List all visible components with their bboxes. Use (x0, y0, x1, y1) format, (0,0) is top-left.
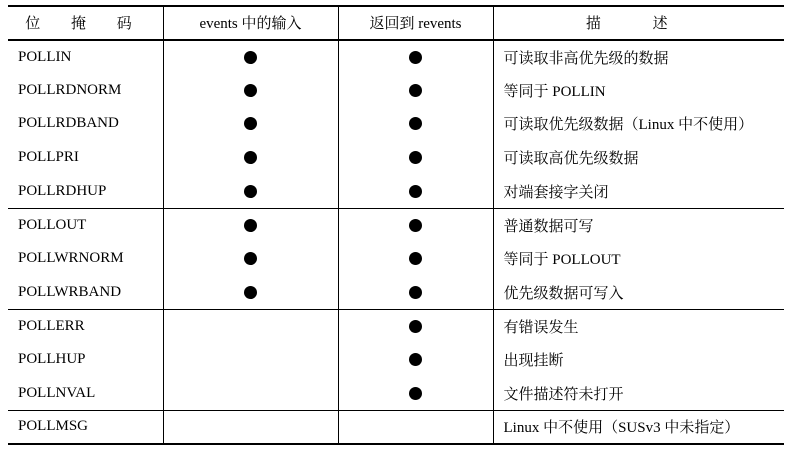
events-cell (163, 276, 338, 310)
events-cell (163, 410, 338, 444)
flag-name: POLLOUT (8, 208, 163, 242)
revents-cell (338, 208, 493, 242)
table-row (8, 141, 784, 175)
revents-cell (338, 40, 493, 74)
flag-description: 出现挂断 (493, 343, 784, 377)
flag-name: POLLRDNORM (8, 73, 163, 107)
events-cell (163, 107, 338, 141)
table-row (8, 208, 784, 242)
flag-description: 普通数据可写 (493, 208, 784, 242)
revents-cell (338, 309, 493, 343)
flag-name: POLLMSG (8, 410, 163, 444)
flag-name: POLLHUP (8, 343, 163, 377)
flag-description: 等同于 POLLOUT (493, 242, 784, 276)
bullet-icon (244, 84, 257, 97)
bullet-icon (409, 353, 422, 366)
table-header (8, 6, 784, 40)
flag-description: 文件描述符未打开 (493, 377, 784, 411)
revents-cell (338, 141, 493, 175)
header-description: 描 述 (493, 6, 784, 40)
revents-cell (338, 174, 493, 208)
table-row (8, 174, 784, 208)
flag-description: 对端套接字关闭 (493, 174, 784, 208)
bullet-icon (409, 219, 422, 232)
row-group (8, 410, 784, 444)
bullet-icon (244, 117, 257, 130)
revents-cell (338, 343, 493, 377)
bullet-icon (244, 151, 257, 164)
bullet-icon (409, 84, 422, 97)
events-cell (163, 377, 338, 411)
table-row (8, 276, 784, 310)
table-row (8, 309, 784, 343)
revents-cell (338, 276, 493, 310)
flag-description: 有错误发生 (493, 309, 784, 343)
header-events-input: events 中的输入 (163, 6, 338, 40)
bullet-icon (409, 151, 422, 164)
events-cell (163, 73, 338, 107)
events-cell (163, 141, 338, 175)
flag-description: 优先级数据可写入 (493, 276, 784, 310)
revents-cell (338, 242, 493, 276)
bullet-icon (409, 320, 422, 333)
revents-cell (338, 377, 493, 411)
bullet-icon (244, 219, 257, 232)
bullet-icon (409, 252, 422, 265)
bullet-icon (409, 117, 422, 130)
flag-name: POLLWRBAND (8, 276, 163, 310)
table-row (8, 343, 784, 377)
flag-name: POLLRDHUP (8, 174, 163, 208)
bullet-icon (409, 185, 422, 198)
events-cell (163, 40, 338, 74)
revents-cell (338, 107, 493, 141)
flag-description: 可读取高优先级数据 (493, 141, 784, 175)
flag-name: POLLIN (8, 40, 163, 74)
bullet-icon (244, 252, 257, 265)
revents-cell (338, 410, 493, 444)
row-group (8, 40, 784, 208)
bullet-icon (409, 387, 422, 400)
table-row (8, 410, 784, 444)
table-row (8, 40, 784, 74)
table-row (8, 242, 784, 276)
events-cell (163, 309, 338, 343)
bullet-icon (244, 185, 257, 198)
revents-cell (338, 73, 493, 107)
bullet-icon (409, 51, 422, 64)
header-revents-output: 返回到 revents (338, 6, 493, 40)
flag-name: POLLPRI (8, 141, 163, 175)
flag-name: POLLRDBAND (8, 107, 163, 141)
header-row (8, 6, 784, 40)
row-group (8, 309, 784, 410)
poll-flags-table (8, 5, 784, 445)
events-cell (163, 242, 338, 276)
table-row (8, 73, 784, 107)
table-row (8, 377, 784, 411)
events-cell (163, 174, 338, 208)
table-row (8, 107, 784, 141)
flag-description: Linux 中不使用（SUSv3 中未指定） (493, 410, 784, 444)
flag-name: POLLNVAL (8, 377, 163, 411)
header-bit-mask: 位 掩 码 (8, 6, 163, 40)
flag-description: 等同于 POLLIN (493, 73, 784, 107)
bullet-icon (244, 51, 257, 64)
flag-description: 可读取非高优先级的数据 (493, 40, 784, 74)
flag-description: 可读取优先级数据（Linux 中不使用） (493, 107, 784, 141)
events-cell (163, 208, 338, 242)
row-group (8, 208, 784, 309)
flag-name: POLLERR (8, 309, 163, 343)
bullet-icon (244, 286, 257, 299)
bullet-icon (409, 286, 422, 299)
flag-name: POLLWRNORM (8, 242, 163, 276)
events-cell (163, 343, 338, 377)
